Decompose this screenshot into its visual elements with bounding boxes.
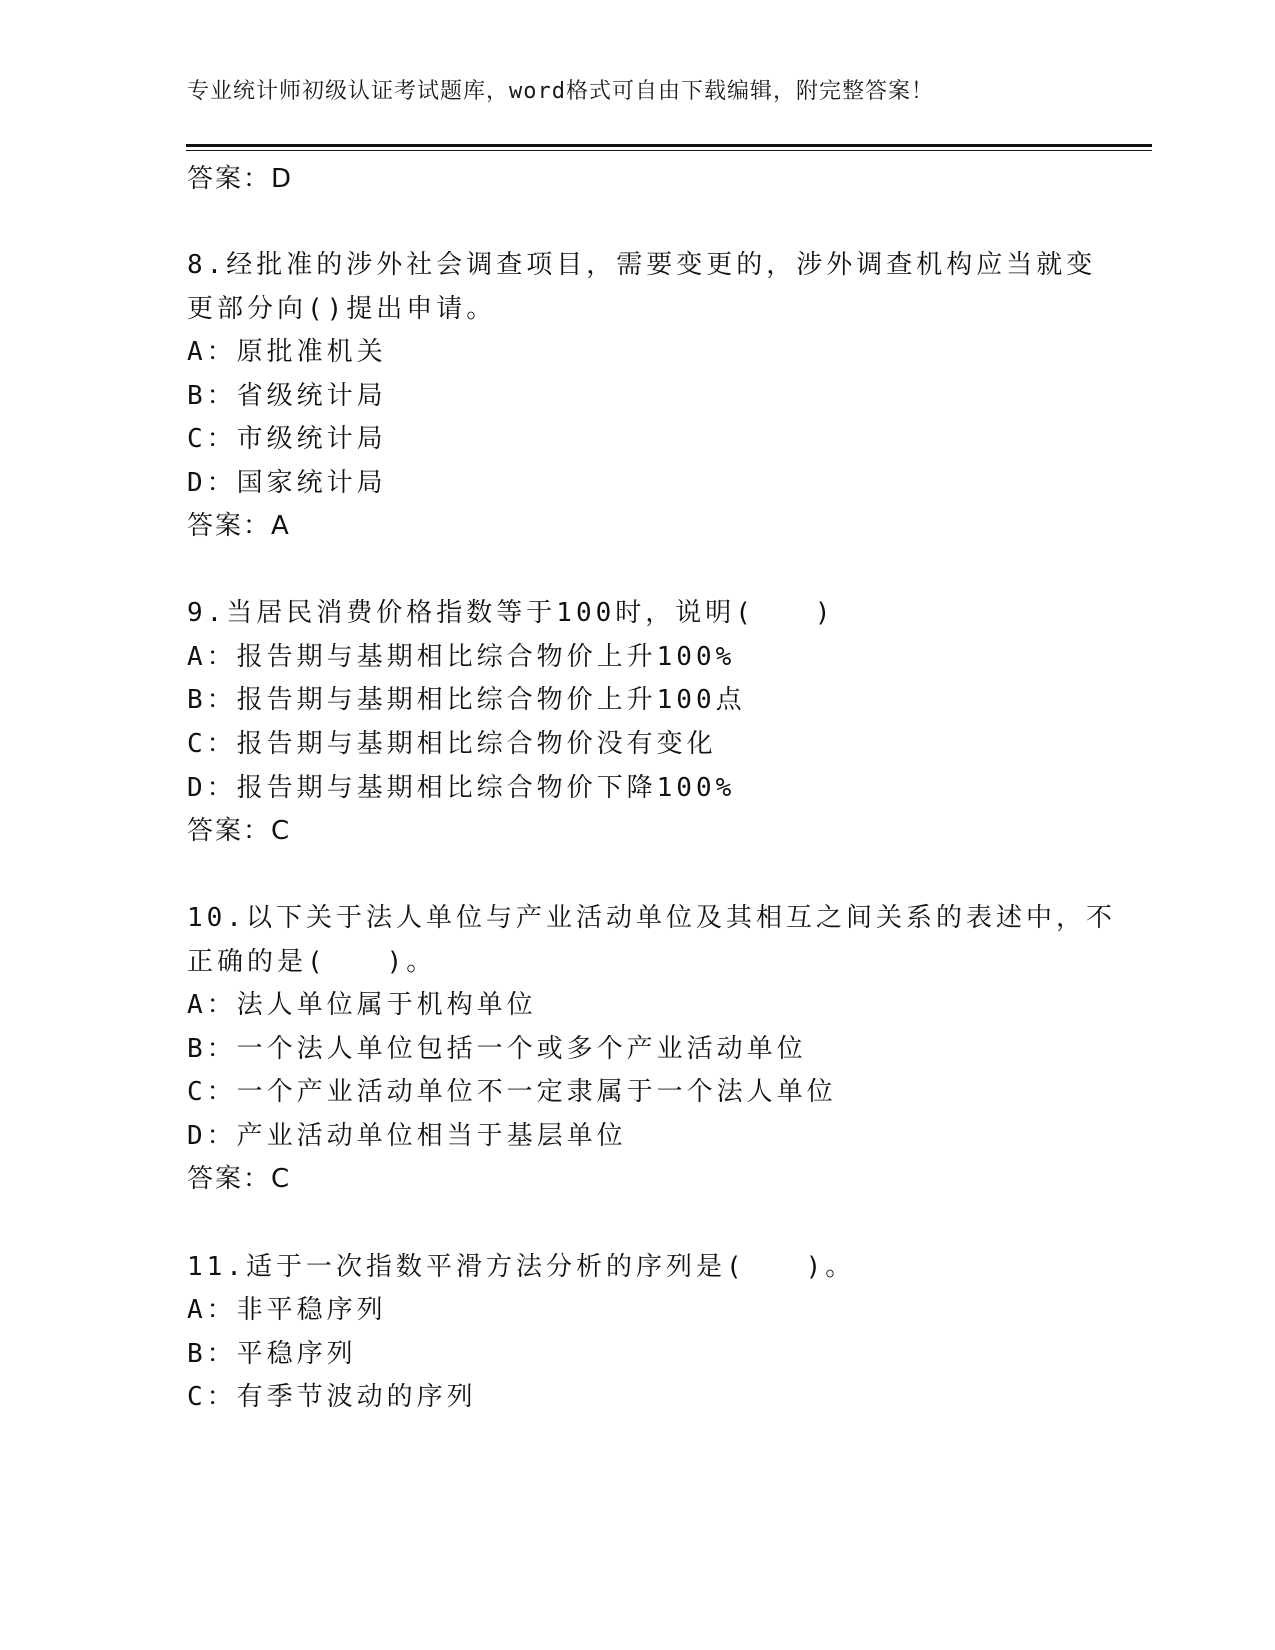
question-10-option-a: A：法人单位属于机构单位 — [187, 990, 537, 1020]
question-10-stem-line-1: 10.以下关于法人单位与产业活动单位及其相互之间关系的表述中，不 — [187, 903, 1116, 933]
question-10-option-b: B：一个法人单位包括一个或多个产业活动单位 — [187, 1034, 807, 1064]
question-11-option-a: A：非平稳序列 — [187, 1295, 387, 1325]
question-8-answer: 答案：A — [187, 511, 291, 541]
question-8-option-b: B：省级统计局 — [187, 381, 387, 411]
question-11-option-c: C：有季节波动的序列 — [187, 1382, 477, 1412]
question-10-option-d: D：产业活动单位相当于基层单位 — [187, 1121, 627, 1151]
header-rule-thick — [186, 144, 1152, 147]
page-header: 专业统计师初级认证考试题库，word格式可自由下载编辑，附完整答案！ — [187, 79, 934, 104]
question-8-option-c: C：市级统计局 — [187, 424, 387, 454]
answer-prev: 答案：D — [187, 164, 294, 194]
question-10-option-c: C：一个产业活动单位不一定隶属于一个法人单位 — [187, 1077, 837, 1107]
question-8-stem-line-1: 8.经批准的涉外社会调查项目，需要变更的，涉外调查机构应当就变 — [187, 250, 1097, 280]
question-11-stem-line-1: 11.适于一次指数平滑方法分析的序列是( )。 — [187, 1252, 856, 1282]
question-10-stem-line-2: 正确的是( )。 — [187, 947, 437, 977]
question-8-option-d: D：国家统计局 — [187, 468, 387, 498]
question-9-option-b: B：报告期与基期相比综合物价上升100点 — [187, 685, 746, 715]
question-11-option-b: B：平稳序列 — [187, 1339, 357, 1369]
question-10-answer: 答案：C — [187, 1164, 292, 1194]
header-rule-thin — [186, 150, 1152, 151]
question-9-option-a: A：报告期与基期相比综合物价上升100% — [187, 642, 736, 672]
question-9-option-d: D：报告期与基期相比综合物价下降100% — [187, 773, 736, 803]
question-9-option-c: C：报告期与基期相比综合物价没有变化 — [187, 729, 717, 759]
question-8-option-a: A：原批准机关 — [187, 337, 387, 367]
question-9-stem-line-1: 9.当居民消费价格指数等于100时，说明( ) — [187, 598, 835, 628]
question-9-answer: 答案：C — [187, 816, 292, 846]
question-8-stem-line-2: 更部分向()提出申请。 — [187, 294, 497, 324]
